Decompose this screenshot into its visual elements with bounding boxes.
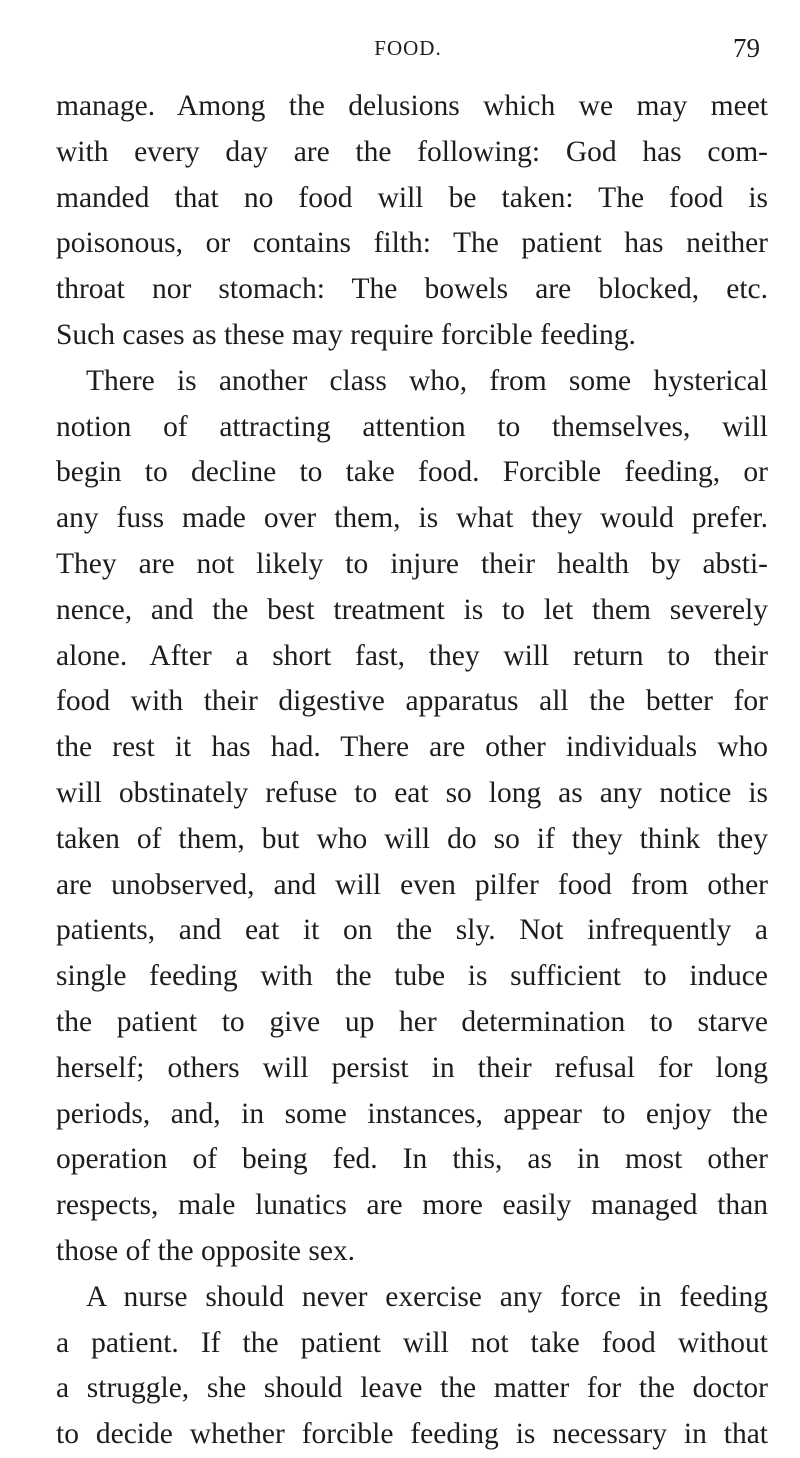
text-line: herself; others will persist in their refusal for long <box>56 1051 768 1084</box>
text-line: those of the opposite sex. <box>56 1234 356 1267</box>
paragraph-first-line: There is another class who, from some hysterical <box>86 364 768 397</box>
text-line: Such cases as these may require forcible feeding. <box>56 318 636 351</box>
text-line: manded that no food will be taken: The food is <box>56 181 768 214</box>
text-line: respects, male lunatics are more easily managed than <box>56 1189 768 1222</box>
text-line: any fuss made over them, is what they would prefer. <box>56 502 768 535</box>
page-number: 79 <box>733 33 760 63</box>
chapter-title: FOOD. <box>374 36 442 60</box>
text-line: the patient to give up her determination to starve <box>56 1005 768 1038</box>
running-head <box>56 33 760 66</box>
text-line: patients, and eat it on the sly. Not infrequently a <box>56 914 768 947</box>
text-line: food with their digestive apparatus all the better for <box>56 685 768 718</box>
text-line: to decide whether forcible feeding is necessary in that <box>56 1418 768 1451</box>
text-line: manage. Among the delusions which we may meet <box>56 90 768 122</box>
text-line: poisonous, or contains filth: The patient has neither <box>56 227 768 260</box>
text-line: taken of them, but who will do so if they think they <box>56 822 768 855</box>
text-line: a struggle, she should leave the matter for the doctor <box>56 1372 768 1405</box>
text-line: with every day are the following: God has com- <box>56 135 768 168</box>
text-line: the rest it has had. There are other individuals who <box>56 731 768 764</box>
text-line: will obstinately refuse to eat so long as any notice is <box>56 776 768 809</box>
paragraph-first-line: A nurse should never exercise any force in feeding <box>86 1280 768 1313</box>
text-line: are unobserved, and will even pilfer food from other <box>56 868 768 901</box>
text-line: single feeding with the tube is sufficient to induce <box>56 960 768 993</box>
text-line: alone. After a short fast, they will return to their <box>56 639 768 672</box>
text-line: nence, and the best treatment is to let them severely <box>56 593 768 626</box>
text-line: They are not likely to injure their health by absti- <box>56 547 768 580</box>
body-text <box>56 84 768 1458</box>
text-line: notion of attracting attention to themselves, will <box>56 410 768 443</box>
text-line: throat nor stomach: The bowels are blocked, etc. <box>56 273 768 306</box>
text-line: a patient. If the patient will not take food without <box>56 1326 768 1359</box>
text-line: periods, and, in some instances, appear to enjoy the <box>56 1097 768 1130</box>
text-line: operation of being fed. In this, as in most other <box>56 1143 768 1176</box>
text-line: begin to decline to take food. Forcible feeding, or <box>56 456 768 489</box>
